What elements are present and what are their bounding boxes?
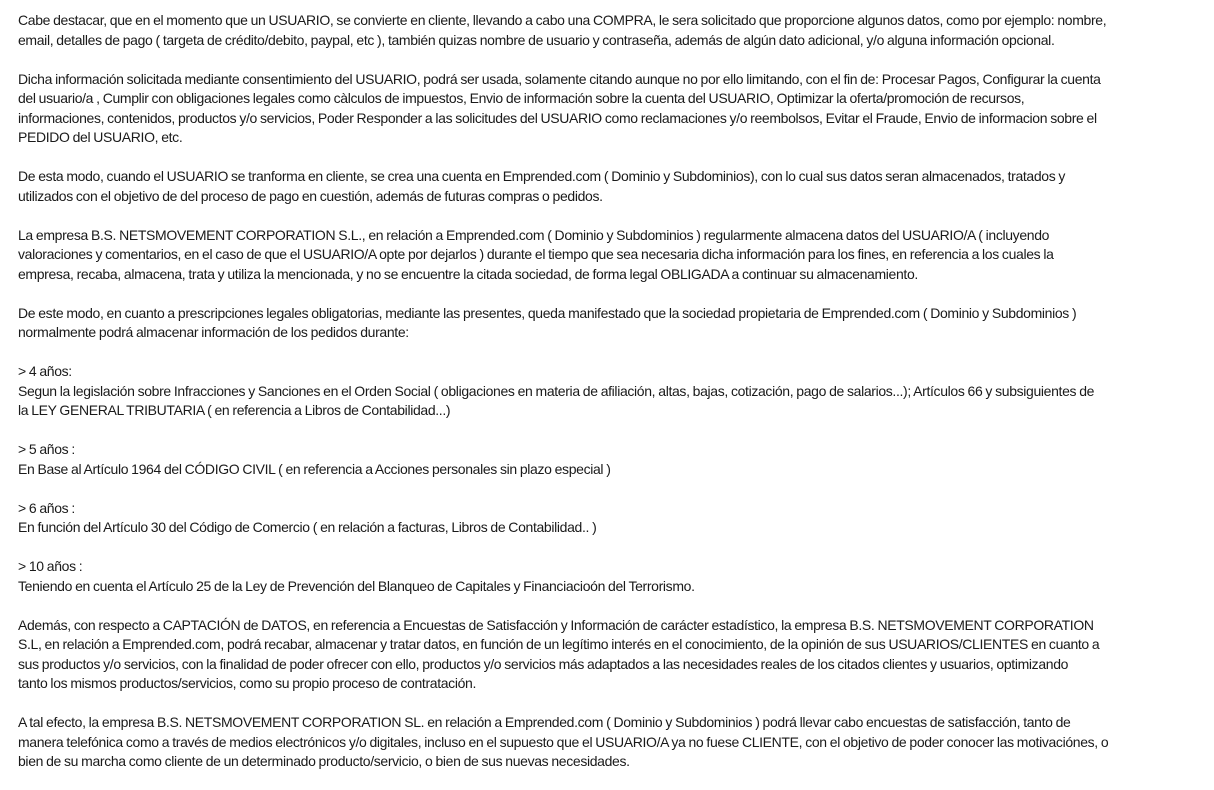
text-line: Cabe destacar, que en el momento que un USUARIO, se convierte en cliente, llevando a cabo una COMPRA, le sera solicitado que proporcione algunos datos, como por ejemplo: nombre, <box>18 12 1107 28</box>
paragraph-data-capture <box>18 616 1194 694</box>
paragraph-data-retention <box>18 226 1194 285</box>
text-line: valoraciones y comentarios, en el caso de que el USUARIO/A opte por dejarlos ) durante el tiempo que sea necesaria dicha información para los fines, en referencia a los cuales la <box>18 246 1054 262</box>
text-line: sus productos y/o servicios, con la finalidad de poder ofrecer con ello, productos y/o servicios más adaptados a las necesidades reales de los citados clientes y usuarios, optimizando <box>18 655 1069 672</box>
text-line: la LEY GENERAL TRIBUTARIA ( en referencia a Libros de Contabilidad...) <box>18 402 451 418</box>
text-line: La empresa B.S. NETSMOVEMENT CORPORATION S.L., en relación a Emprended.com ( Dominio y Subdominios ) regularmente almacena datos del USUARIO/A ( incluyendo <box>18 226 1050 243</box>
text-line: informaciones, contenidos, productos y/o servicios, Poder Responder a las solicitudes del USUARIO como reclamaciones y/o reembolsos, Evitar el Fraude, Envio de informacion sobre el <box>18 109 1097 126</box>
retention-period-heading: > 6 años : <box>18 499 75 516</box>
text-line: PEDIDO del USUARIO, etc. <box>18 129 183 145</box>
paragraph-satisfaction-surveys <box>18 713 1194 772</box>
text-line: manera telefónica como a través de medios electrónicos y/o digitales, incluso en el supuesto que el USUARIO/A ya no fuese CLIENTE, con el objetivo de poder conocer las motivaciónes, o <box>18 733 1109 750</box>
retention-period-heading: > 5 años : <box>18 441 75 457</box>
text-line: normalmente podrá almacenar información de los pedidos durante: <box>18 324 409 340</box>
text-line: Segun la legislación sobre Infracciones y Sanciones en el Orden Social ( obligaciones en materia de afiliación, altas, bajas, cotización, pago de salarios...); Artículos 66 y subsiguientes de <box>18 382 1095 399</box>
text-line: A tal efecto, la empresa B.S. NETSMOVEMENT CORPORATION SL. en relación a Emprended.com ( Dominio y Subdominios ) podrá llevar cabo encuestas de satisfacción, tanto de <box>18 714 1071 730</box>
text-line: tanto los mismos productos/servicios, como su propio proceso de contratación. <box>18 675 477 691</box>
text-line: En función del Artículo 30 del Código de Comercio ( en relación a facturas, Libros de Contabilidad.. ) <box>18 519 597 535</box>
retention-period-10-years <box>18 557 1194 596</box>
text-line: email, detalles de pago ( targeta de crédito/debito, paypal, etc ), también quizas nombre de usuario y contraseña, además de algún dato adicional, y/o alguna información opcional. <box>18 31 1055 48</box>
text-line: Además, con respecto a CAPTACIÓN de DATOS, en referencia a Encuestas de Satisfacción y Información de carácter estadístico, la empresa B.S. NETSMOVEMENT CORPORATION <box>18 616 1094 633</box>
text-line: S.L, en relación a Emprended.com, podrá recabar, almacenar y tratar datos, en función de un legítimo interés en el conocimiento, de la opinión de sus USUARIOS/CLIENTES en cuanto a <box>18 636 1100 652</box>
paragraph-legal-prescriptions <box>18 304 1194 343</box>
text-line: utilizados con el objetivo de del proceso de pago en cuestión, además de futuras compras o pedidos. <box>18 187 603 204</box>
paragraph-purchase-data <box>18 11 1194 50</box>
paragraph-account-creation <box>18 167 1194 206</box>
retention-period-4-years <box>18 362 1194 421</box>
retention-period-heading: > 10 años : <box>18 558 83 574</box>
text-line: del usuario/a , Cumplir con obligaciones legales como càlculos de impuestos, Envio de información sobre la cuenta del USUARIO, Optimizar la oferta/promoción de recursos, <box>18 90 1025 106</box>
text-line: bien de su marcha como cliente de un determinado producto/servicio, o bien de sus nuevas necesidades. <box>18 753 630 769</box>
retention-period-6-years <box>18 499 1194 538</box>
text-line: De este modo, en cuanto a prescripciones legales obligatorias, mediante las presentes, queda manifestado que la sociedad propietaria de Emprended.com ( Dominio y Subdominios ) <box>18 304 1077 321</box>
text-line: Dicha información solicitada mediante consentimiento del USUARIO, podrá ser usada, solamente citando aunque no por ello limitando, con el fin de: Procesar Pagos, Configurar la cuenta <box>18 70 1101 87</box>
text-line: De esta modo, cuando el USUARIO se tranforma en cliente, se crea una cuenta en Emprended.com ( Dominio y Subdominios), con lo cual sus datos seran almacenados, tratados y <box>18 168 1066 184</box>
text-line: En Base al Artículo 1964 del CÓDIGO CIVIL ( en referencia a Acciones personales sin plazo especial ) <box>18 460 611 477</box>
retention-period-heading: > 4 años: <box>18 363 72 379</box>
text-line: Teniendo en cuenta el Artículo 25 de la Ley de Prevención del Blanqueo de Capitales y Financiacioón del Terrorismo. <box>18 577 695 594</box>
retention-period-5-years <box>18 440 1194 479</box>
text-line: empresa, recaba, almacena, trata y utiliza la mencionada, y no se encuentre la citada sociedad, de forma legal OBLIGADA a continuar su almacenamiento. <box>18 265 918 282</box>
paragraph-data-usage <box>18 70 1194 148</box>
